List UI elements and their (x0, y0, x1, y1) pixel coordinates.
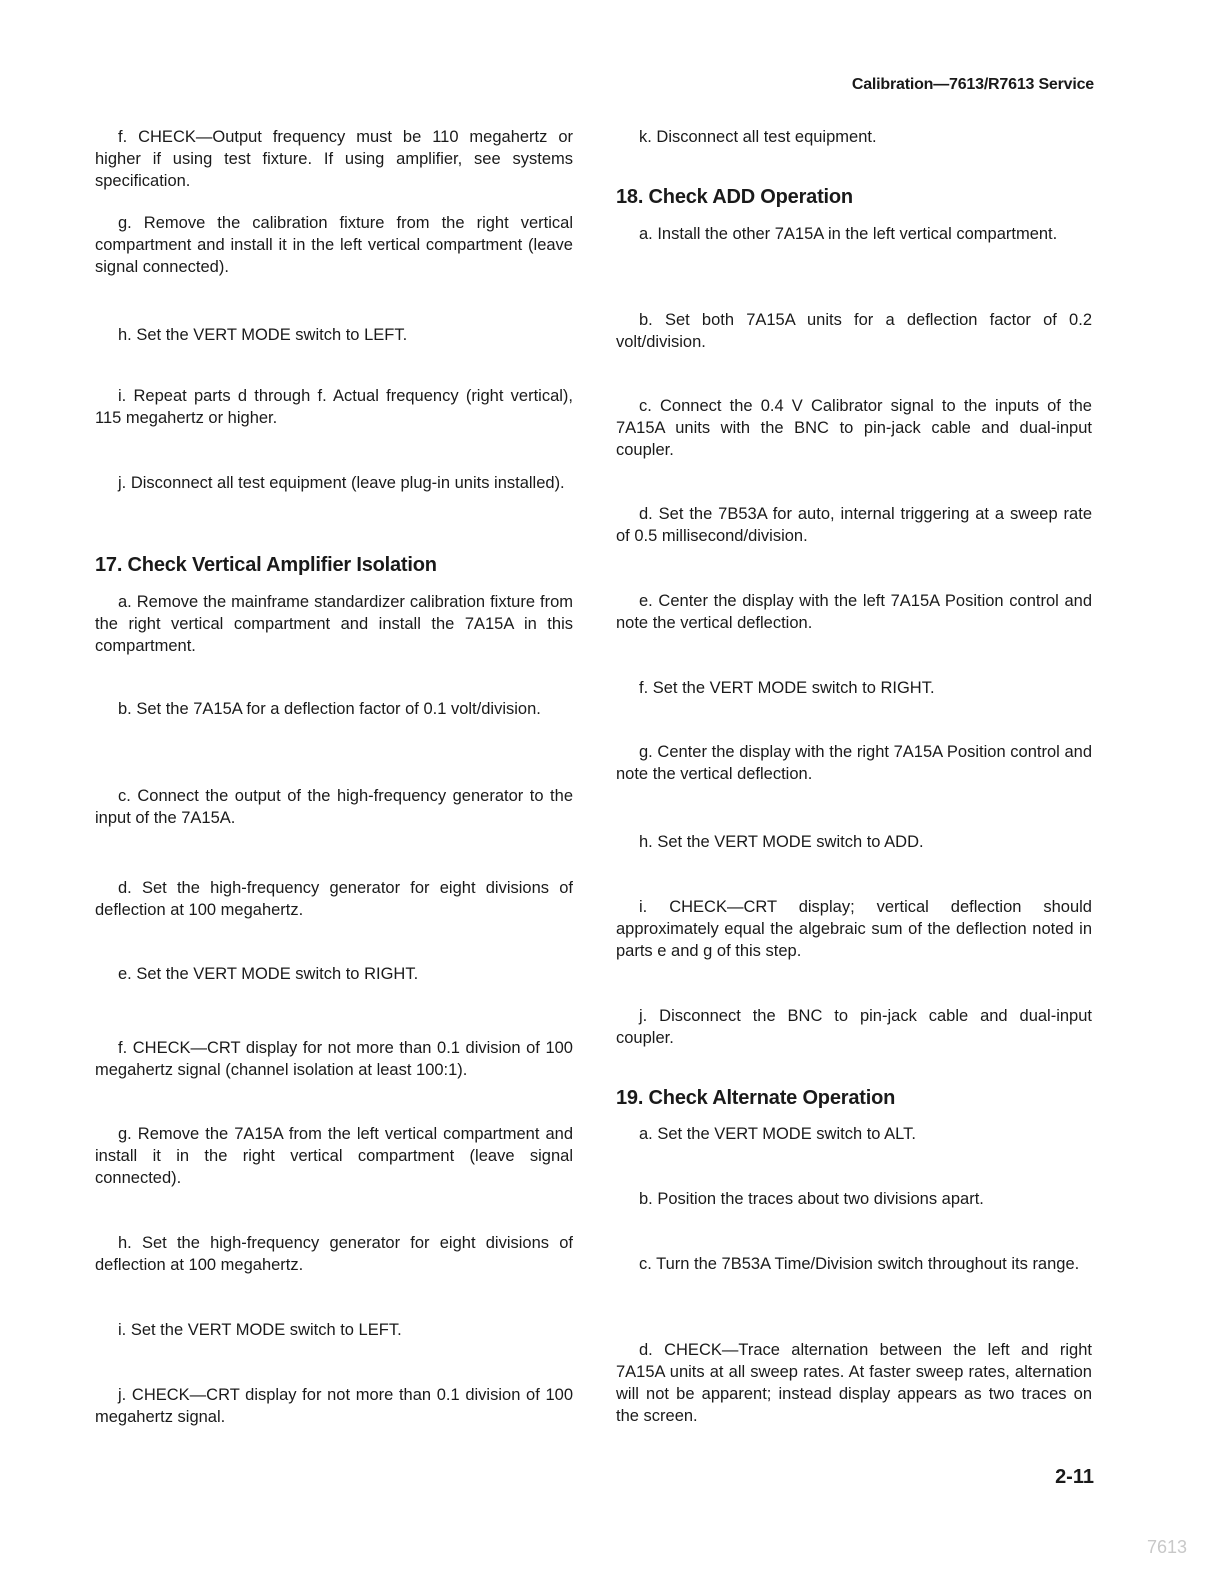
s18-step-d: d. Set the 7B53A for auto, internal triggering at a sweep rate of 0.5 millisecond/division. (616, 505, 1092, 545)
s17-step-c: c. Connect the output of the high-frequency generator to the input of the 7A15A. (95, 787, 573, 827)
s18-step-c: c. Connect the 0.4 V Calibrator signal to the inputs of the 7A15A units with the BNC to pin-jack cable and dual-input coupler. (616, 397, 1092, 459)
s18-step-j: j. Disconnect the BNC to pin-jack cable and dual-input coupler. (616, 1007, 1092, 1047)
step-i-repeat-parts: i. Repeat parts d through f. Actual frequency (right vertical), 115 megahertz or higher. (95, 387, 573, 427)
step-g-move-fixture: g. Remove the calibration fixture from the right vertical compartment and install it in the left vertical compartment (leave signal connected). (95, 214, 573, 276)
s18-step-e: e. Center the display with the left 7A15A Position control and note the vertical deflection. (616, 592, 1092, 632)
section-17-title: 17. Check Vertical Amplifier Isolation (95, 554, 437, 576)
s18-step-f: f. Set the VERT MODE switch to RIGHT. (639, 679, 935, 697)
watermark: 7613 (1146, 1537, 1187, 1557)
s17-step-g: g. Remove the 7A15A from the left vertical compartment and install it in the right vertical compartment (leave signal connected). (95, 1125, 573, 1187)
s17-step-f: f. CHECK—CRT display for not more than 0.1 division of 100 megahertz signal (channel isolation at least 100:1). (95, 1039, 573, 1079)
step-k-disconnect: k. Disconnect all test equipment. (639, 128, 877, 146)
section-18-title: 18. Check ADD Operation (616, 186, 853, 208)
s17-step-e: e. Set the VERT MODE switch to RIGHT. (118, 965, 419, 983)
s18-step-h: h. Set the VERT MODE switch to ADD. (639, 833, 924, 851)
s19-step-c: c. Turn the 7B53A Time/Division switch throughout its range. (639, 1255, 1080, 1273)
step-f-output-frequency: f. CHECK—Output frequency must be 110 megahertz or higher if using test fixture. If using amplifier, see systems specification. (95, 128, 573, 190)
s18-step-g: g. Center the display with the right 7A15A Position control and note the vertical deflection. (616, 743, 1092, 783)
s17-step-a: a. Remove the mainframe standardizer calibration fixture from the right vertical compartment and install the 7A15A in this compartment. (95, 593, 573, 655)
s18-step-i: i. CHECK—CRT display; vertical deflection should approximately equal the algebraic sum of the deflection noted in parts e and g of this step. (616, 898, 1092, 960)
s17-step-d: d. Set the high-frequency generator for eight divisions of deflection at 100 megahertz. (95, 879, 573, 919)
s19-step-b: b. Position the traces about two divisions apart. (639, 1190, 984, 1208)
s17-step-i: i. Set the VERT MODE switch to LEFT. (118, 1321, 402, 1339)
section-19-title: 19. Check Alternate Operation (616, 1087, 896, 1109)
s17-step-b: b. Set the 7A15A for a deflection factor of 0.1 volt/division. (118, 700, 541, 718)
running-header: Calibration—7613/R7613 Service (851, 76, 1094, 93)
step-h-vert-mode-left: h. Set the VERT MODE switch to LEFT. (118, 326, 408, 344)
s18-step-a: a. Install the other 7A15A in the left vertical compartment. (639, 225, 1058, 243)
s18-step-b: b. Set both 7A15A units for a deflection factor of 0.2 volt/division. (616, 311, 1092, 351)
s19-step-a: a. Set the VERT MODE switch to ALT. (639, 1125, 916, 1143)
s19-step-d: d. CHECK—Trace alternation between the left and right 7A15A units at all sweep rates. At faster sweep rates, alternation will not be apparent; instead display appears as two traces on the screen. (616, 1341, 1092, 1425)
page-number: 2-11 (1055, 1466, 1094, 1488)
s17-step-h: h. Set the high-frequency generator for eight divisions of deflection at 100 megahertz. (95, 1234, 573, 1274)
s17-step-j: j. CHECK—CRT display for not more than 0.1 division of 100 megahertz signal. (95, 1386, 573, 1426)
step-j-disconnect: j. Disconnect all test equipment (leave plug-in units installed). (118, 474, 565, 492)
